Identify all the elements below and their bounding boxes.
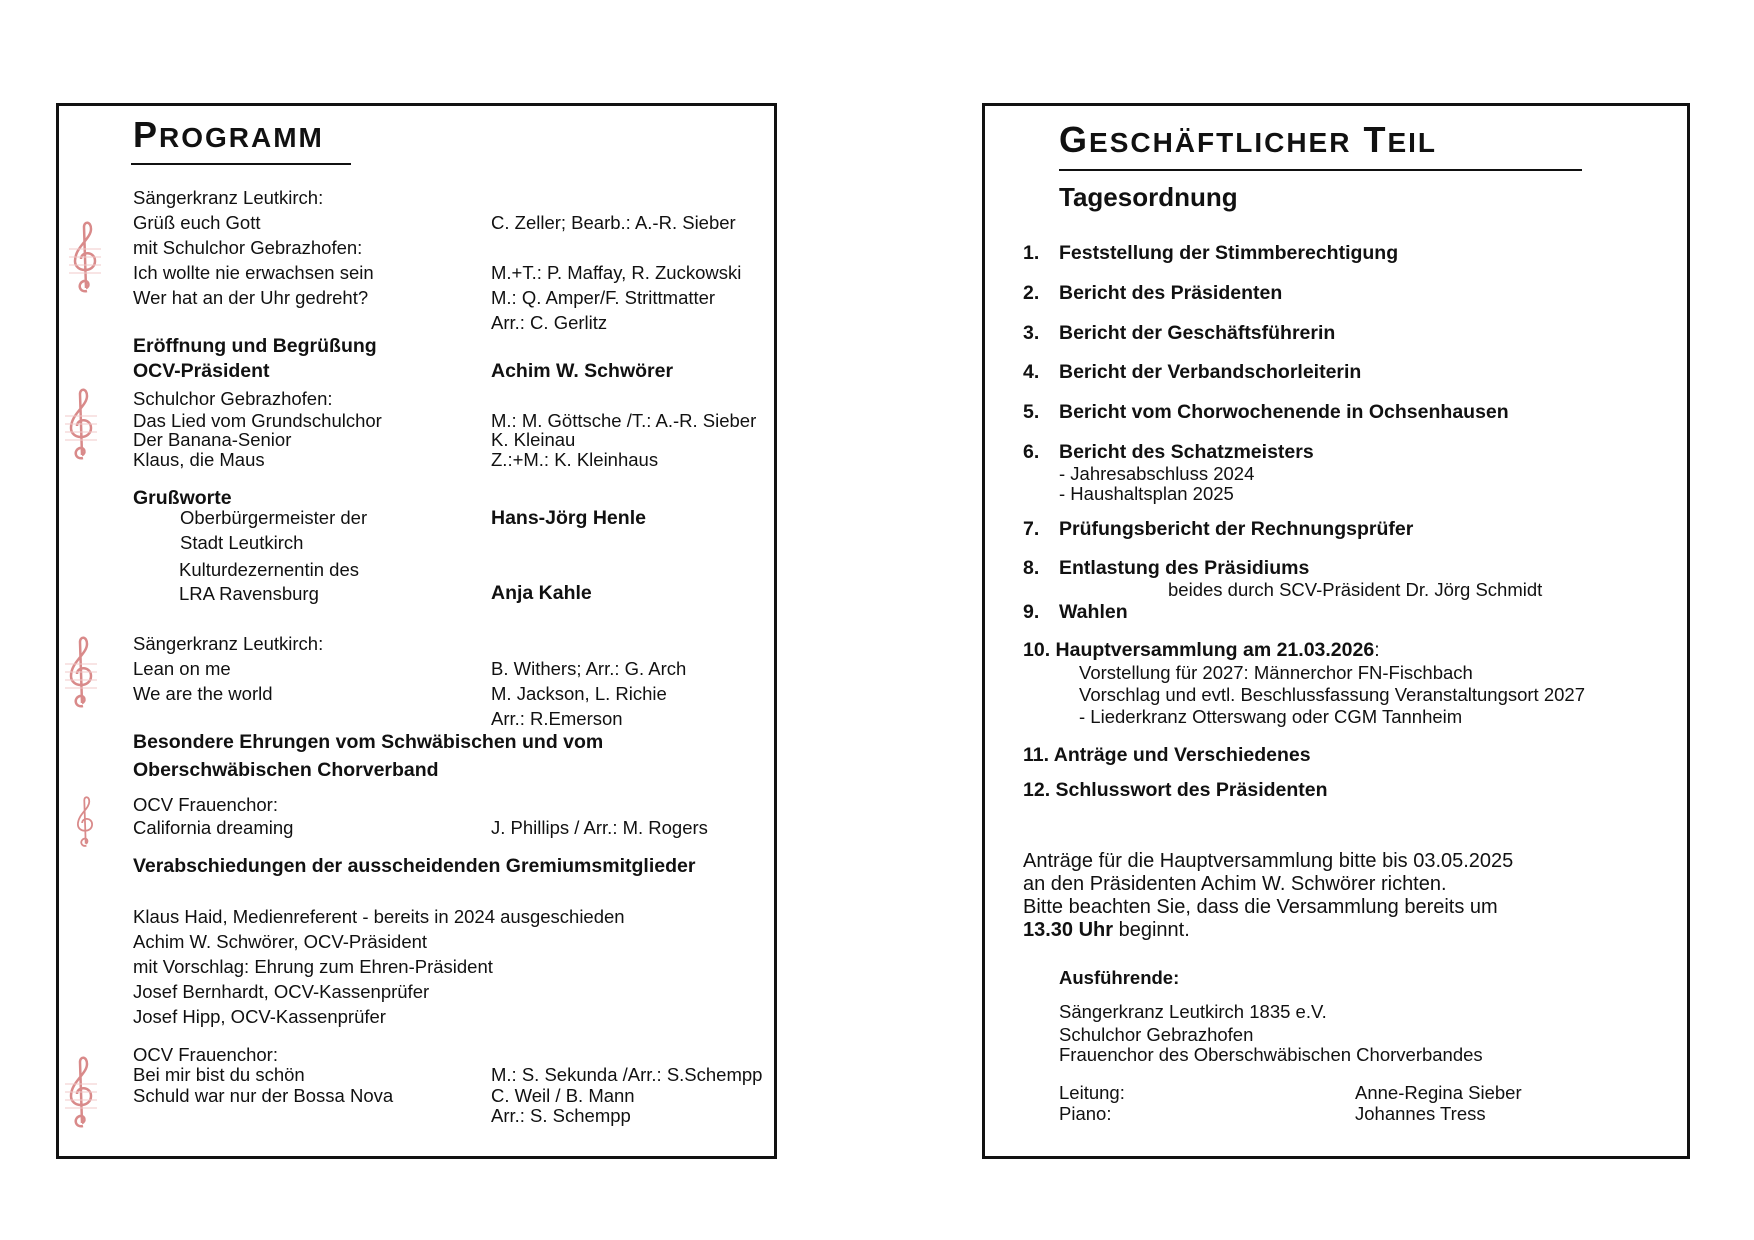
section-heading: Eröffnung und Begrüßung	[133, 335, 377, 357]
credit-name: Johannes Tress	[1355, 1103, 1486, 1124]
treble-clef-icon	[65, 388, 97, 464]
agenda-item: 9. Wahlen	[1023, 601, 1128, 623]
program-panel	[56, 103, 777, 1159]
music-title: Ich wollte nie erwachsen sein	[133, 262, 374, 283]
agenda-item: 10. Hauptversammlung am 21.03.2026:	[1023, 639, 1380, 661]
agenda-subitem: Vorstellung für 2027: Männerchor FN-Fischbach	[1079, 662, 1473, 683]
agenda-item: 5. Bericht vom Chorwochenende in Ochsenhausen	[1023, 401, 1509, 423]
music-credit: Arr.: C. Gerlitz	[491, 312, 608, 333]
treble-clef-icon	[65, 636, 97, 712]
agenda-item: 4. Bericht der Verbandschorleiterin	[1023, 361, 1362, 383]
section-heading: Oberschwäbischen Chorverband	[133, 759, 439, 781]
notice-line: Anträge für die Hauptversammlung bitte bis 03.05.2025	[1023, 850, 1514, 872]
performer: Frauenchor des Oberschwäbischen Chorverbandes	[1059, 1044, 1483, 1065]
agenda-subitem: - Liederkranz Otterswang oder CGM Tannheim	[1079, 706, 1463, 727]
music-title: California dreaming	[133, 817, 294, 838]
music-credit: B. Withers; Arr.: G. Arch	[491, 658, 687, 679]
credit-name: Anne-Regina Sieber	[1355, 1082, 1522, 1103]
music-credit: M.: Q. Amper/F. Strittmatter	[491, 287, 716, 308]
agenda-item: 7. Prüfungsbericht der Rechnungsprüfer	[1023, 518, 1414, 540]
agenda-subitem: - Haushaltsplan 2025	[1059, 483, 1234, 504]
speaker-role: Kulturdezernentin des	[179, 559, 359, 580]
performer: Sängerkranz Leutkirch 1835 e.V.	[1059, 1001, 1327, 1022]
agenda-item: 12. Schlusswort des Präsidenten	[1023, 779, 1328, 801]
treble-clef-icon	[69, 796, 101, 850]
title-underline	[1059, 169, 1582, 171]
speaker-name: Anja Kahle	[491, 582, 592, 604]
speaker-name: Achim W. Schwörer	[491, 360, 674, 382]
agenda-subitem: Vorschlag und evtl. Beschlussfassung Veranstaltungsort 2027	[1079, 684, 1585, 705]
performers-heading: Ausführende:	[1059, 967, 1180, 988]
music-credit: J. Phillips / Arr.: M. Rogers	[491, 817, 708, 838]
program-title: PROGRAMM	[133, 114, 324, 155]
speaker-role: Stadt Leutkirch	[180, 532, 304, 553]
speaker-name: Hans-Jörg Henle	[491, 507, 646, 529]
agenda-item: 11. Anträge und Verschiedenes	[1023, 744, 1311, 766]
farewell-item: Josef Bernhardt, OCV-Kassenprüfer	[133, 981, 430, 1002]
music-credit: Z.:+M.: K. Kleinhaus	[491, 449, 659, 470]
music-line: Schulchor Gebrazhofen:	[133, 388, 333, 409]
music-line: mit Schulchor Gebrazhofen:	[133, 237, 363, 258]
music-line: OCV Frauenchor:	[133, 794, 278, 815]
music-credit: C. Weil / B. Mann	[491, 1085, 635, 1106]
notice-line: Bitte beachten Sie, dass die Versammlung bereits um	[1023, 896, 1498, 918]
farewell-item: Klaus Haid, Medienreferent - bereits in 2024 ausgeschieden	[133, 906, 625, 927]
agenda-item: 2. Bericht des Präsidenten	[1023, 282, 1283, 304]
business-title: GESCHÄFTLICHER TEIL	[1059, 119, 1438, 160]
credit-role: Leitung:	[1059, 1082, 1125, 1103]
music-title: Bei mir bist du schön	[133, 1064, 305, 1085]
agenda-item: 1. Feststellung der Stimmberechtigung	[1023, 242, 1399, 264]
section-heading: OCV-Präsident	[133, 360, 270, 382]
music-title: Wer hat an der Uhr gedreht?	[133, 287, 369, 308]
music-credit: C. Zeller; Bearb.: A.-R. Sieber	[491, 212, 736, 233]
title-underline	[131, 163, 351, 165]
speaker-role: LRA Ravensburg	[179, 583, 319, 604]
section-heading: Verabschiedungen der ausscheidenden Gremiumsmitglieder	[133, 855, 696, 877]
notice-line: 13.30 Uhr beginnt.	[1023, 919, 1190, 941]
music-credit: Arr.: S. Schempp	[491, 1105, 631, 1126]
business-panel	[982, 103, 1690, 1159]
music-title: Schuld war nur der Bossa Nova	[133, 1085, 394, 1106]
treble-clef-icon	[65, 1056, 97, 1132]
music-credit: M.: M. Göttsche /T.: A.-R. Sieber	[491, 410, 757, 431]
section-heading: Grußworte	[133, 487, 232, 509]
music-credit: M.+T.: P. Maffay, R. Zuckowski	[491, 262, 742, 283]
music-line: OCV Frauenchor:	[133, 1044, 278, 1065]
agenda-subitem: - Jahresabschluss 2024	[1059, 463, 1255, 484]
credit-role: Piano:	[1059, 1103, 1112, 1124]
music-title: Klaus, die Maus	[133, 449, 265, 470]
farewell-item: Achim W. Schwörer, OCV-Präsident	[133, 931, 428, 952]
agenda-item: 3. Bericht der Geschäftsführerin	[1023, 322, 1336, 344]
treble-clef-icon	[69, 221, 101, 297]
music-title: Lean on me	[133, 658, 231, 679]
agenda-note: beides durch SCV-Präsident Dr. Jörg Schmidt	[1168, 579, 1543, 600]
farewell-item: mit Vorschlag: Ehrung zum Ehren-Präsident	[133, 956, 493, 977]
music-credit: M.: S. Sekunda /Arr.: S.Schempp	[491, 1064, 763, 1085]
agenda-subtitle: Tagesordnung	[1059, 182, 1238, 212]
agenda-item: 8. Entlastung des Präsidiums	[1023, 557, 1310, 579]
music-credit: Arr.: R.Emerson	[491, 708, 623, 729]
music-line: Sängerkranz Leutkirch:	[133, 187, 324, 208]
speaker-role: Oberbürgermeister der	[180, 507, 368, 528]
music-title: Grüß euch Gott	[133, 212, 261, 233]
notice-line: an den Präsidenten Achim W. Schwörer richten.	[1023, 873, 1447, 895]
music-credit: M. Jackson, L. Richie	[491, 683, 667, 704]
performer: Schulchor Gebrazhofen	[1059, 1024, 1254, 1045]
section-heading: Besondere Ehrungen vom Schwäbischen und vom	[133, 731, 604, 753]
music-credit: K. Kleinau	[491, 429, 576, 450]
music-title: Das Lied vom Grundschulchor	[133, 410, 382, 431]
music-line: Sängerkranz Leutkirch:	[133, 633, 324, 654]
farewell-item: Josef Hipp, OCV-Kassenprüfer	[133, 1006, 386, 1027]
music-title: Der Banana-Senior	[133, 429, 292, 450]
music-title: We are the world	[133, 683, 273, 704]
agenda-item: 6. Bericht des Schatzmeisters	[1023, 441, 1314, 463]
